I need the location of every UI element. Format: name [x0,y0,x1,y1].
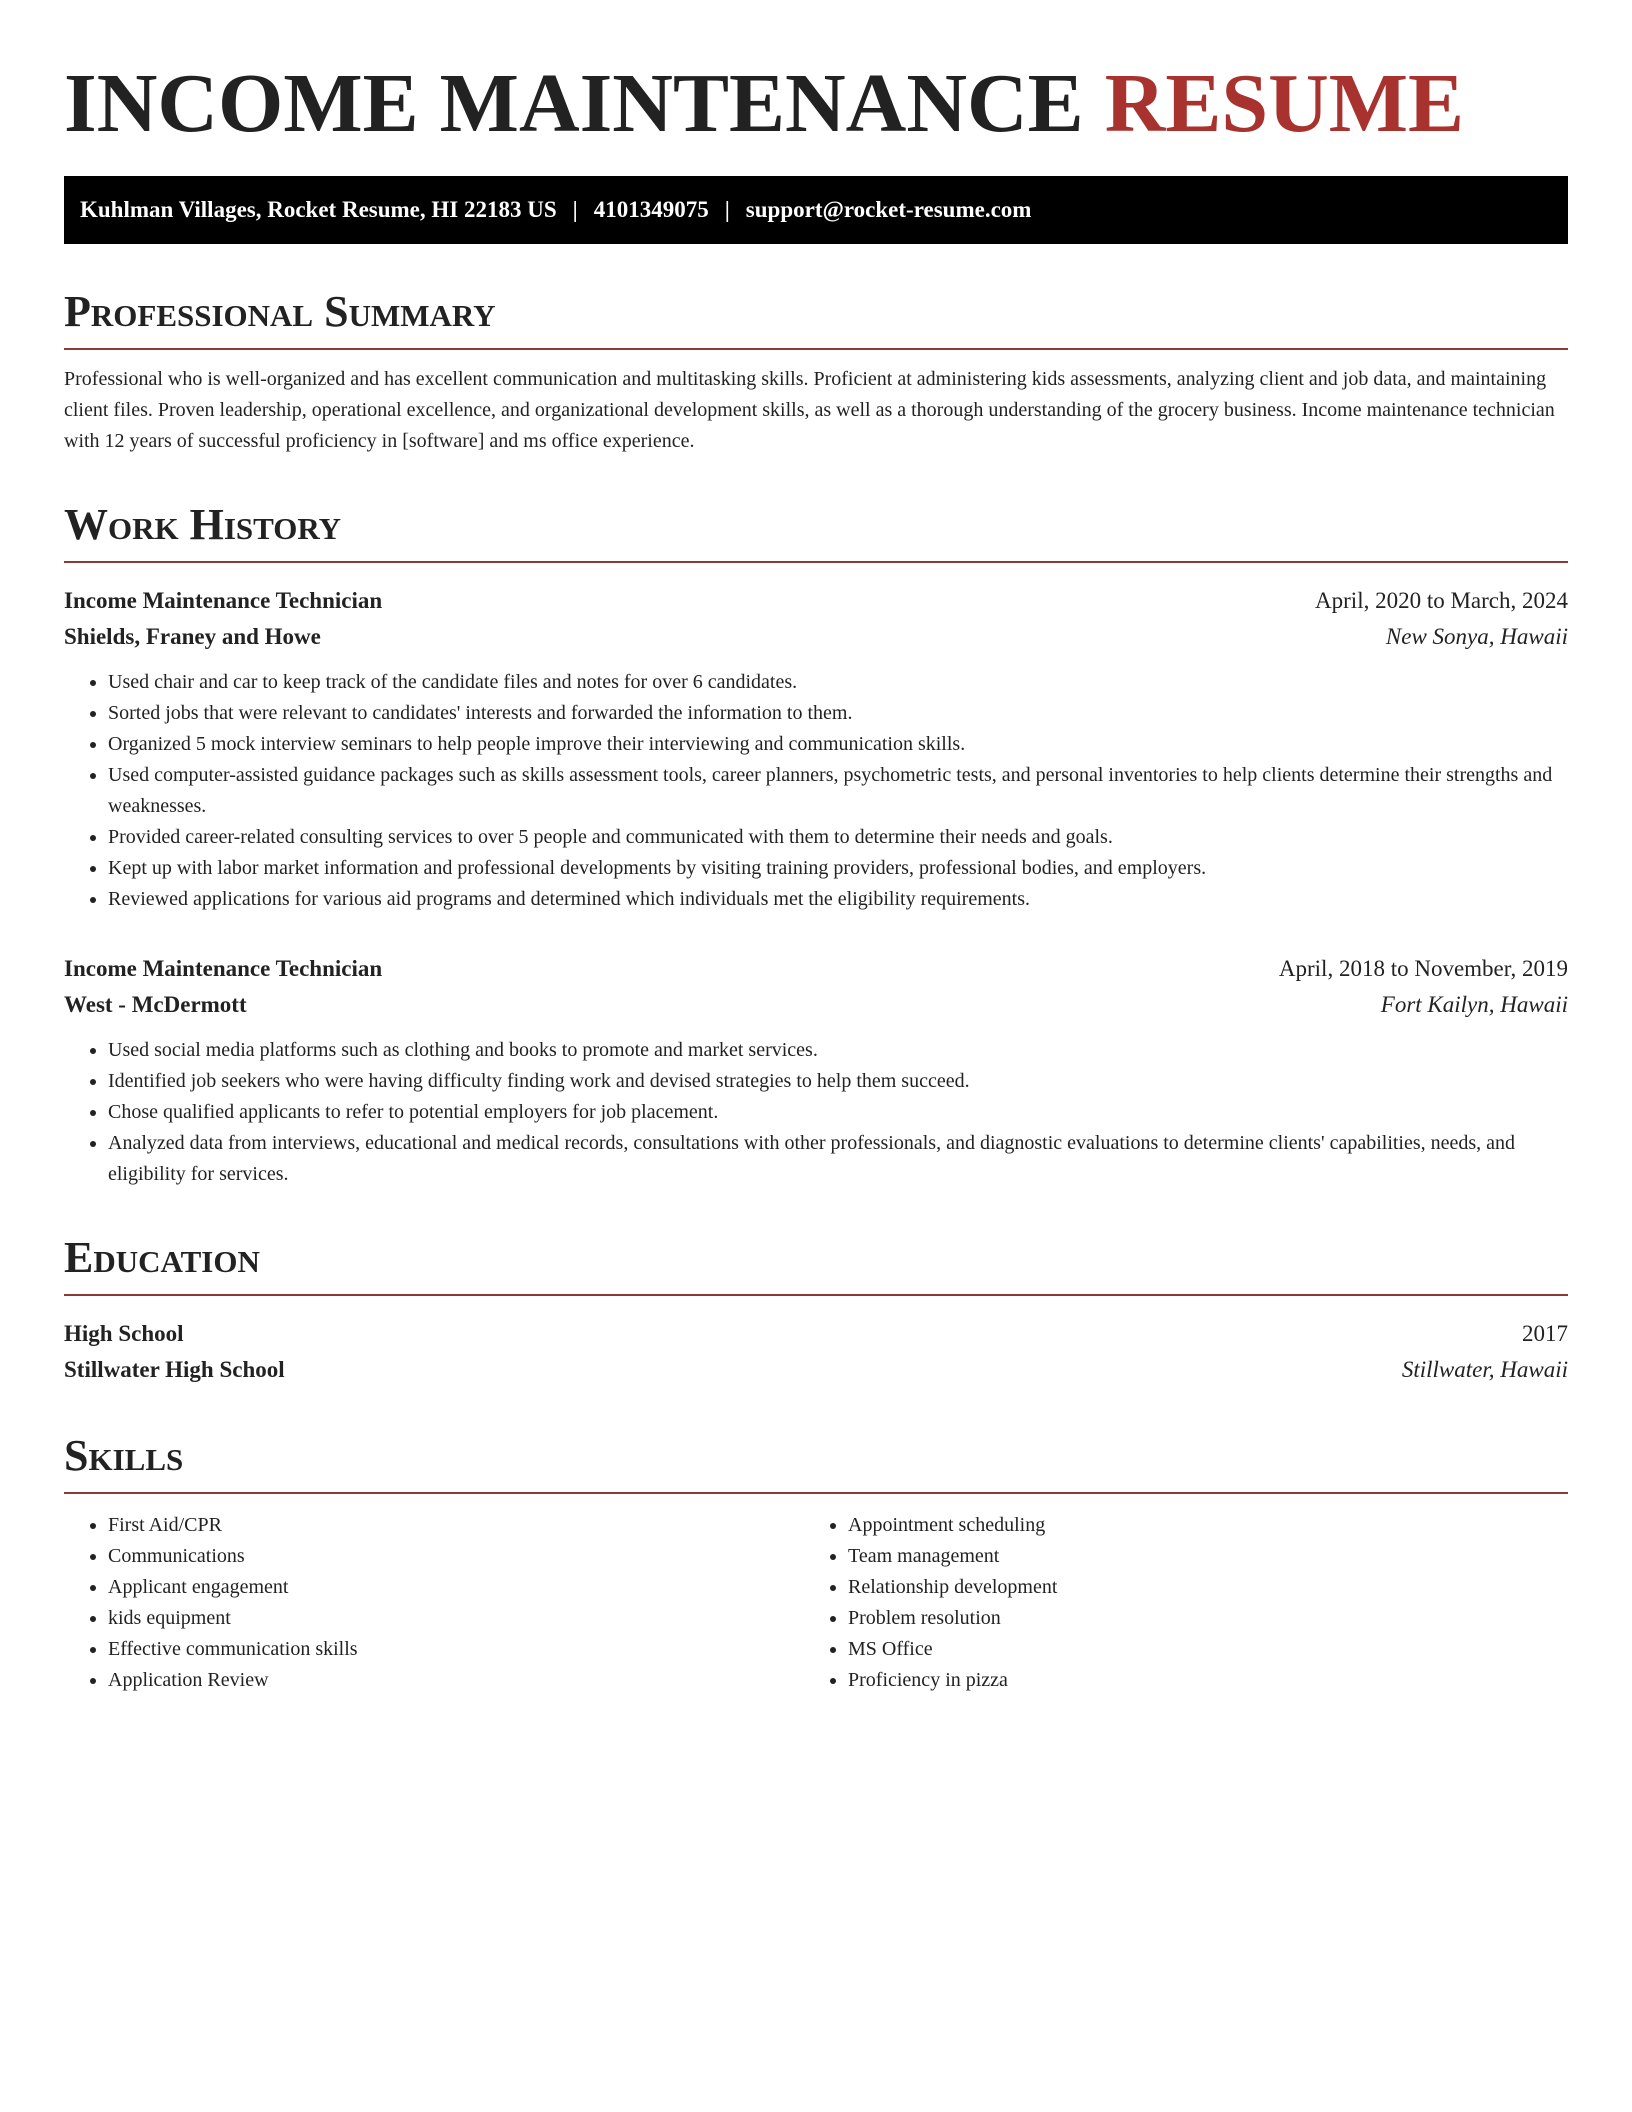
job-bullet: • Used computer-assisted guidance packages such as skills assessment tools, career planners, psychometric tests, and personal inventories to help clients determine their strengths and weaknesses. [108,760,1568,822]
education-school-row [64,1352,1568,1388]
job-title: Income Maintenance Technician [64,956,383,981]
education-heading: Education [64,1233,260,1282]
job-dates: April, 2020 to March, 2024 [1315,588,1568,613]
job-title: Income Maintenance Technician [64,588,383,613]
skill-item: • First Aid/CPR [108,1510,804,1541]
contact-bar [64,176,1568,244]
job-bullet: • Reviewed applications for various aid programs and determined which individuals met the eligibility requirements. [108,884,1568,915]
summary-heading: Professional Summary [64,287,496,336]
skill-item: • Application Review [108,1665,804,1696]
skills-section [64,1432,1568,1696]
section-divider [64,348,1568,350]
contact-separator: | [572,197,578,222]
job-bullets [64,667,1568,915]
skills-heading: Skills [64,1431,184,1480]
job-dates: April, 2018 to November, 2019 [1278,956,1568,981]
work-history-heading: Work History [64,500,342,549]
summary-text: Professional who is well-organized and has excellent communication and multitasking skills. Proficient at administering kids assessments, analyzing client and job data, and maintaining client files. Proven leadership, operational excellence, and organizational development skills, as well as a thorough understanding of the grocery business. Income maintenance technician with 12 years of successful proficiency in [software] and ms office experience. [64,368,1555,452]
education-location: Stillwater, Hawaii [1401,1357,1568,1382]
work-history-section [64,501,1568,1190]
skill-item: • Problem resolution [848,1603,1544,1634]
job-bullet: • Provided career-related consulting services to over 5 people and communicated with them to determine their needs and goals. [108,822,1568,853]
contact-address: Kuhlman Villages, Rocket Resume, HI 22183 US [80,197,557,222]
skill-item: • Appointment scheduling [848,1510,1544,1541]
section-divider [64,561,1568,563]
skill-item: • kids equipment [108,1603,804,1634]
education-header-row [64,1316,1568,1352]
job-location: New Sonya, Hawaii [1385,624,1568,649]
education-entry [64,1316,1568,1388]
summary-section [64,288,1568,457]
skill-item: • Communications [108,1541,804,1572]
job-bullets [64,1035,1568,1190]
job-header-row [64,583,1568,619]
skill-item: • MS Office [848,1634,1544,1665]
job-bullet: • Identified job seekers who were having difficulty finding work and devised strategies to help them succeed. [108,1066,1568,1097]
job-entry [64,583,1568,915]
section-divider [64,1294,1568,1296]
job-bullet: • Chose qualified applicants to refer to potential employers for job placement. [108,1097,1568,1128]
skill-item: • Applicant engagement [108,1572,804,1603]
skill-item: • Effective communication skills [108,1634,804,1665]
skills-list-left [64,1510,804,1696]
job-company: West - McDermott [64,992,247,1017]
contact-email: support@rocket-resume.com [745,197,1032,222]
resume-title [64,56,1568,152]
job-company: Shields, Franey and Howe [64,624,321,649]
education-section [64,1234,1568,1388]
skills-list-right [804,1510,1544,1696]
education-school: Stillwater High School [64,1357,285,1382]
skill-item: • Team management [848,1541,1544,1572]
job-bullet: • Used social media platforms such as clothing and books to promote and market services. [108,1035,1568,1066]
job-company-row [64,619,1568,655]
contact-phone: 4101349075 [593,197,709,222]
education-degree: High School [64,1321,184,1346]
job-bullet: • Used chair and car to keep track of the candidate files and notes for over 6 candidates. [108,667,1568,698]
skill-item: • Proficiency in pizza [848,1665,1544,1696]
title-accent: RESUME [1104,57,1465,150]
job-bullet: • Analyzed data from interviews, educational and medical records, consultations with other professionals, and diagnostic evaluations to determine clients' capabilities, needs, and eligibility for services. [108,1128,1568,1190]
job-header-row [64,951,1568,987]
title-main: INCOME MAINTENANCE [64,57,1084,150]
job-company-row [64,987,1568,1023]
section-divider [64,1492,1568,1494]
skills-columns [64,1510,1568,1696]
education-year: 2017 [1522,1321,1568,1346]
job-location: Fort Kailyn, Hawaii [1380,992,1568,1017]
job-bullet: • Organized 5 mock interview seminars to help people improve their interviewing and communication skills. [108,729,1568,760]
job-bullet: • Sorted jobs that were relevant to candidates' interests and forwarded the information to them. [108,698,1568,729]
job-bullet: • Kept up with labor market information and professional developments by visiting training providers, professional bodies, and employers. [108,853,1568,884]
job-entry [64,951,1568,1190]
skill-item: • Relationship development [848,1572,1544,1603]
contact-separator: | [724,197,730,222]
